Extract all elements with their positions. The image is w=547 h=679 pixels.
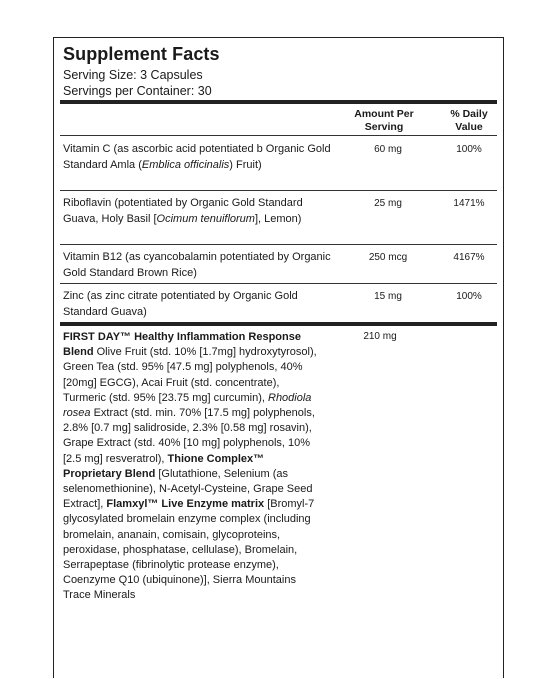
botanical-name: Ocimum tenuiflorum xyxy=(156,213,255,225)
blend-text: Extract (std. min. 70% [17.5 mg] polyphenols, 2.8% [0.7 mg] salidroside, 2.3% [0.58 mg] rosavin), Grape Extract (std. 40% [10 mg] polyphenols, 10% [2.5 mg] resveratrol), xyxy=(63,407,315,465)
nutrient-text: Zinc (as zinc citrate potentiated by Organic Gold Standard Guava) xyxy=(63,290,298,318)
thick-divider xyxy=(60,322,497,326)
amount-riboflavin: 25 mg xyxy=(374,198,402,209)
nutrient-vitamin-c xyxy=(63,141,333,173)
servings-per-container: Servings per Container: 30 xyxy=(63,84,212,98)
blend-ingredients xyxy=(63,330,325,604)
nutrient-text: Riboflavin (potentiated by Organic Gold Standard Guava, Holy Basil [ xyxy=(63,197,303,225)
botanical-name: Emblica officinalis xyxy=(141,159,230,171)
row-divider xyxy=(60,244,497,245)
amount-blend: 210 mg xyxy=(363,331,397,342)
panel-title: Supplement Facts xyxy=(63,44,220,64)
amount-vitamin-c: 60 mg xyxy=(374,144,402,155)
nutrient-text: Vitamin B12 (as cyancobalamin potentiated by Organic Gold Standard Brown Rice) xyxy=(63,251,331,279)
serving-info xyxy=(63,67,212,99)
nutrient-text: ], Lemon) xyxy=(254,213,302,225)
amount-column-header: Amount Per Serving xyxy=(354,108,414,133)
blend-text: Olive Fruit (std. 10% [1.7mg] hydroxytyrosol), Green Tea (std. 95% [47.5 mg] polyphenols, 40% [20mg] EGCG), Acai Fruit (std. concentrate), Turmeric (std. 95% [23.75 mg] curcumin), xyxy=(63,346,317,404)
blend-text: [Glutathione, Selenium (as selenomethionine), N-Acetyl-Cysteine, Grape Seed Extract], xyxy=(63,467,313,511)
nutrient-vitamin-b12 xyxy=(63,249,333,281)
amount-zinc: 15 mg xyxy=(374,291,402,302)
blend-name: FIRST DAY™ Healthy Inflammation Response Blend xyxy=(63,331,301,359)
header-divider xyxy=(60,135,497,136)
dv-vitamin-c: 100% xyxy=(456,144,482,155)
row-divider xyxy=(60,190,497,191)
row-divider xyxy=(60,283,497,284)
daily-value-column-header: % Daily Value xyxy=(450,108,488,133)
thick-divider xyxy=(60,100,497,104)
serving-size: Serving Size: 3 Capsules xyxy=(63,68,203,82)
flamxyl-matrix-name: Flamxyl™ Live Enzyme matrix xyxy=(106,498,265,511)
amount-vitamin-b12: 250 mcg xyxy=(368,252,408,263)
dv-riboflavin: 1471% xyxy=(453,198,485,209)
nutrient-text: Vitamin C (as ascorbic acid potentiated b Organic Gold Standard Amla ( xyxy=(63,143,331,171)
dv-vitamin-b12: 4167% xyxy=(453,252,485,263)
botanical-name: Rhodiola rosea xyxy=(63,391,312,420)
thione-complex-name: Thione Complex™ Proprietary Blend xyxy=(63,452,265,480)
supplement-facts-panel xyxy=(53,37,504,678)
nutrient-riboflavin xyxy=(63,195,333,227)
nutrient-zinc xyxy=(63,288,333,320)
dv-zinc: 100% xyxy=(456,291,482,302)
nutrient-text: ) Fruit) xyxy=(229,159,262,171)
blend-text: [Bromyl-7 glycosylated bromelain enzyme complex (including bromelain, ananain, comisain, glycoproteins, peroxidase, phosphatase, cellulase), Bromelain, Serrapeptase (fibrinolytic protease enzyme), Coenzyme Q10 (ubiquinone)], Sierra Mountains Trace Minerals xyxy=(63,498,315,602)
